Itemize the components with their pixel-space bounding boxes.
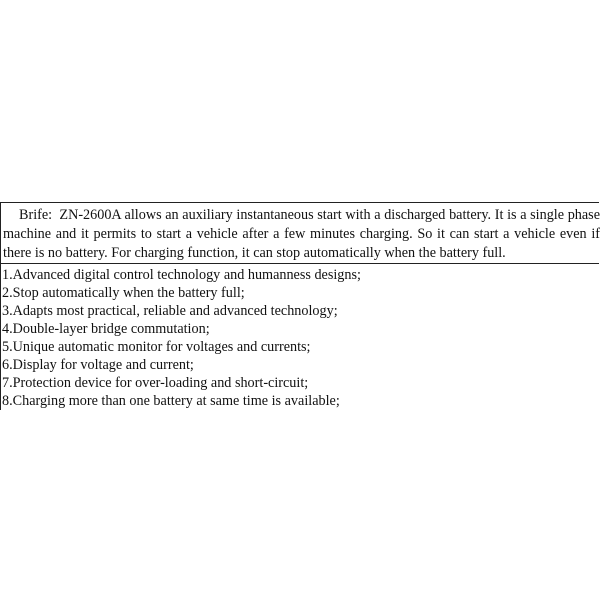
brief-cell <box>1 203 600 264</box>
brief-paragraph <box>1 203 600 263</box>
feature-item-5: 5.Unique automatic monitor for voltages and currents; <box>2 339 311 355</box>
feature-item-3: 3.Adapts most practical, reliable and advanced technology; <box>2 303 338 319</box>
brief-label: Brife: <box>19 207 53 223</box>
feature-item-8: 8.Charging more than one battery at same time is available; <box>2 393 340 409</box>
feature-item-1: 1.Advanced digital control technology and humanness designs; <box>2 267 361 283</box>
features-cell <box>1 264 600 411</box>
feature-item-7: 7.Protection device for over-loading and short-circuit; <box>2 375 309 391</box>
brief-text: ZN-2600A allows an auxiliary instantaneous start with a discharged battery. It is a single phase machine and it permits to start a vehicle after a few minutes charging. So it can start a vehicle even if there is no battery. For charging function, it can stop automatically when the battery full. <box>3 207 600 261</box>
feature-item-2: 2.Stop automatically when the battery full; <box>2 285 245 301</box>
features-row <box>1 264 600 411</box>
feature-item-6: 6.Display for voltage and current; <box>2 357 194 373</box>
feature-item-4: 4.Double-layer bridge commutation; <box>2 321 210 337</box>
feature-list <box>1 264 599 410</box>
product-spec-table <box>0 202 599 410</box>
brief-row <box>1 203 600 264</box>
